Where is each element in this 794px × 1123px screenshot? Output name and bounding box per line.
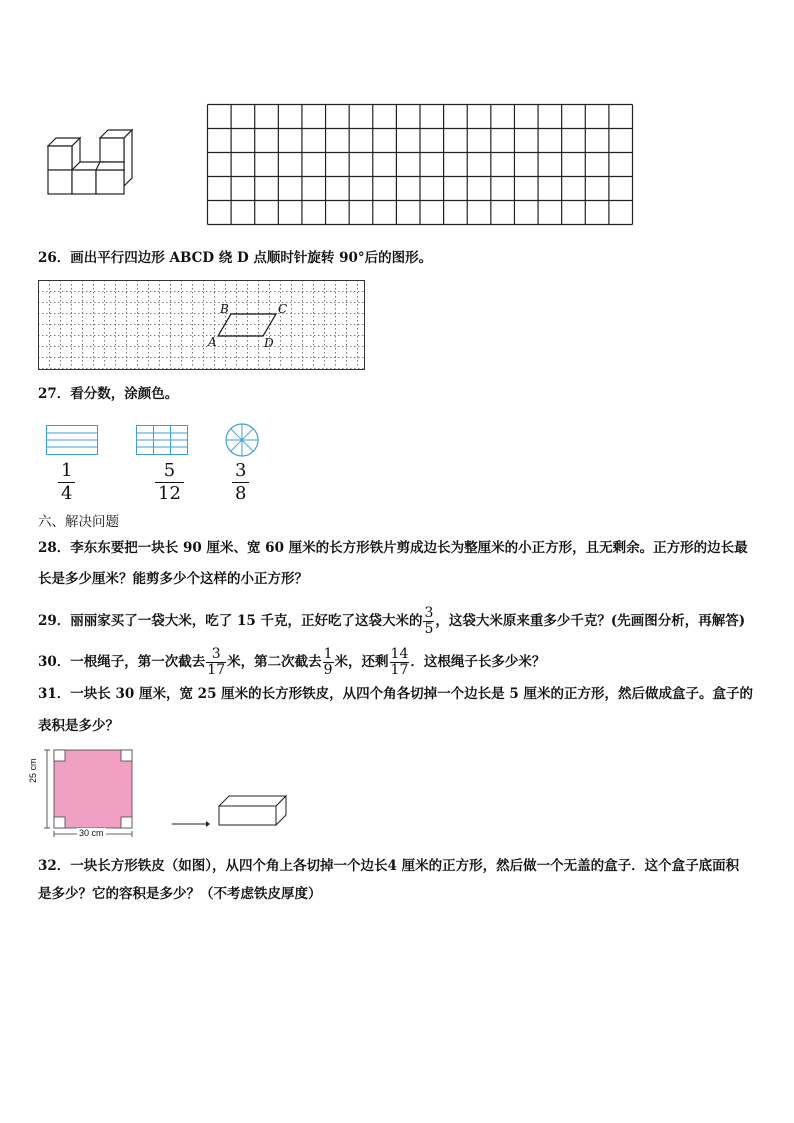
- fraction-circle-eighths: [224, 422, 260, 458]
- vertex-label-b: B: [220, 302, 229, 316]
- parallelogram-abcd: [218, 314, 276, 336]
- question-32-line1: 32．一块长方形铁皮（如图），从四个角上各切掉一个边长4 厘米的正方形，然后做一个无盖的盒子．这个盒子底面积: [38, 858, 740, 874]
- question-28-line2: 长是多少厘米？能剪多少个这样的小正方形？: [38, 571, 308, 587]
- vertex-label-d: D: [264, 336, 274, 350]
- fraction-rect-twelfths: [136, 425, 188, 455]
- pink-sheet-figure: [38, 748, 138, 840]
- section-title: 六、解决问题: [38, 514, 119, 530]
- vertex-label-a: A: [208, 335, 217, 349]
- dotted-grid-parallelogram: [38, 280, 365, 371]
- question-27: 27．看分数，涂颜色。: [38, 386, 179, 402]
- cube-stack-figure: [44, 126, 134, 194]
- arrow-icon: [172, 819, 210, 829]
- vertex-label-c: C: [278, 302, 288, 316]
- question-31-line2: 表积是多少？: [38, 718, 119, 734]
- fraction-5-12: 5 12: [155, 460, 184, 505]
- fraction-rect-quarters: [46, 425, 98, 455]
- bottom-dimension-label: 30 cm: [79, 828, 104, 838]
- question-30: 30．一根绳子，第一次截去 $\frac{3}{17}$ 米，第二次截去 $\frac{1}{9}$ 米，还剩 $\frac{14}{17}$ ．这根绳子长多少米？: [38, 646, 546, 678]
- question-31-line1: 31．一块长 30 厘米，宽 25 厘米的长方形铁皮，从四个角各切掉一个边长是 5 厘米的正方形，然后做成盒子。盒子的: [38, 686, 753, 702]
- question-28-line1: 28．李东东要把一块长 90 厘米、宽 60 厘米的长方形铁片剪成边长为整厘米的小正方形，且无剩余。正方形的边长最: [38, 540, 748, 556]
- fraction-3-8: 3 8: [232, 460, 249, 505]
- box-figure: [218, 795, 288, 827]
- fraction-1-4: 1 4: [58, 460, 75, 505]
- question-32-line2: 是多少？它的容积是多少？（不考虑铁皮厚度）: [38, 886, 322, 902]
- question-29: 29．丽丽家买了一袋大米，吃了 15 千克，正好吃了这袋大米的 $\frac{3}{5}$ ，这袋大米原来重多少千克？(先画图分析，再解答): [38, 605, 746, 637]
- side-dimension-label: 25 cm: [28, 758, 38, 783]
- question-26: 26．画出平行四边形 ABCD 绕 D 点顺时针旋转 90°后的图形。: [38, 250, 433, 266]
- square-grid: [207, 104, 633, 225]
